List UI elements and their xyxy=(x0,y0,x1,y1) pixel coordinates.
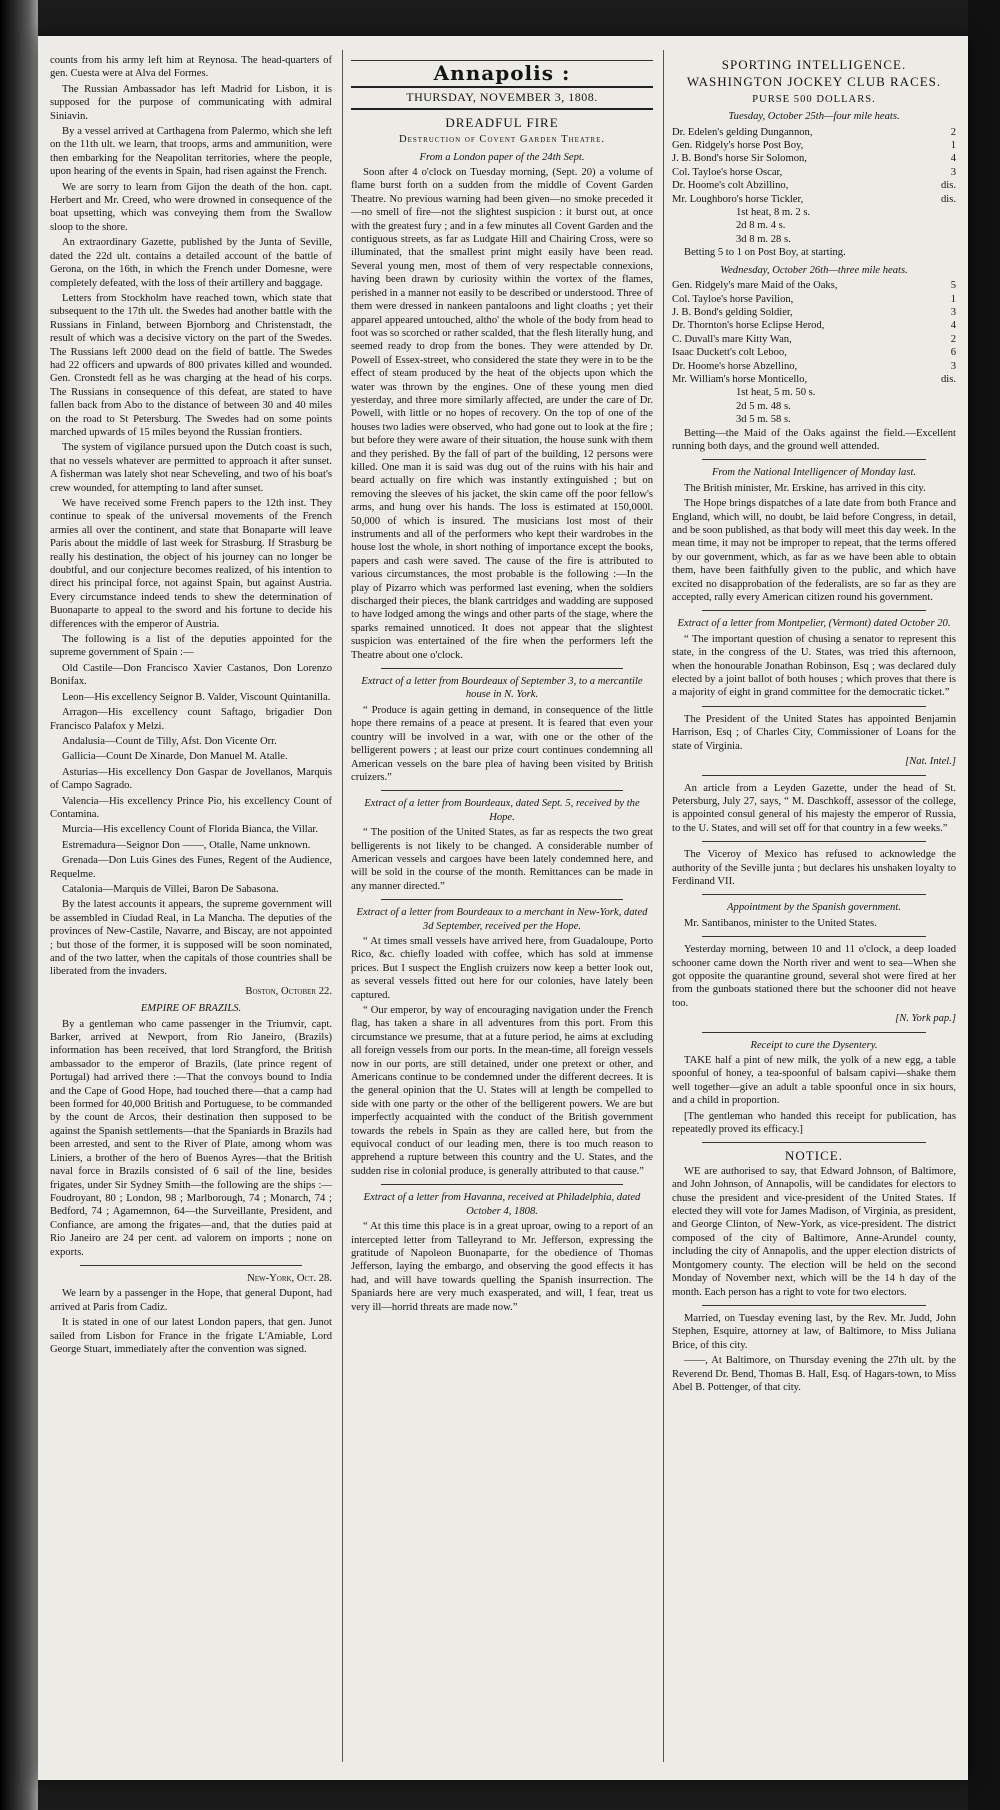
section-heading: From the National Intelligencer of Monday last. xyxy=(711,467,917,479)
paragraph: Married, on Tuesday evening last, by the Rev. Mr. Judd, John Stephen, Esquire, attorney at law, of Baltimore, to Miss Juliana Brice, of this city. xyxy=(672,1312,956,1351)
divider xyxy=(381,668,623,669)
paragraph: counts from his army left him at Reynosa. The head-quarters of gen. Cuesta were at Alva del Formes. xyxy=(50,55,332,80)
race-row: Dr. Hoome's colt Abzillino, dis. xyxy=(672,180,956,192)
deputy-entry: Catalonia—Marquis de Villei, Baron De Sabasona. xyxy=(62,883,279,895)
divider xyxy=(80,1265,302,1266)
paragraph: “ The position of the United States, as far as respects the two great belligerents is not likely to be changed. A considerable number of American vessels and cargoes have been lately condemned here, and will be sold in the course of the month. Remittances can be made in any manner directed.” xyxy=(351,827,653,892)
column-rule xyxy=(342,50,343,1762)
sporting-heading: SPORTING INTELLIGENCE. xyxy=(721,57,907,72)
column-rule xyxy=(663,50,664,1762)
deputy-entry: Old Castile—Don Francisco Xavier Castanos, Don Lorenzo Bonifax. xyxy=(50,662,332,688)
source-note: [N. York pap.] xyxy=(895,1013,956,1025)
paragraph: We learn by a passenger in the Hope, that general Dupont, had arrived at Paris from Cadiz. xyxy=(50,1288,332,1313)
race-day-heading: Wednesday, October 26th—three mile heats. xyxy=(720,264,908,276)
deputy-entry: Leon—His excellency Seignor B. Valder, Viscount Quintanilla. xyxy=(62,691,331,703)
divider xyxy=(702,610,926,611)
paragraph: The system of vigilance pursued upon the Dutch coast is such, that no vessels whatever are permitted to approach it after sunset. A fisherman was lately shot near Scheveling, and two of his boat's crew wounded, for attempting to land after sunset. xyxy=(50,442,332,494)
paragraph: “ The important question of chusing a senator to represent this state, in the congress of the U. States, was tried this afternoon, when the honourable Jonathan Robinson, Esq ; was declared duly elected by a joint ballot of both houses ; which proves that there is a majority of eight in grand committee for the democratic ticket.” xyxy=(672,633,956,699)
deputy-entry: Arragon—His excellency count Saftago, brigadier Don Francisco Palafox y Melzi. xyxy=(50,707,332,732)
fire-subheading: Destruction of Covent Garden Theatre. xyxy=(398,134,606,146)
paragraph: By a vessel arrived at Carthagena from Palermo, which she left on the 11th ult. we learn, that troops, arms and ammunition, were then embarking for the Neapolitan territories, where the people, upon hearing of the events in Spain, had risen against the French. xyxy=(50,126,332,178)
purse-line: PURSE 500 DOLLARS. xyxy=(752,93,876,105)
deputy-entry: Andalusia—Count de Tilly, Afst. Don Vicente Orr. xyxy=(62,735,277,747)
race-row: J. B. Bond's horse Sir Solomon, 4 xyxy=(672,153,956,165)
paragraph: “ At this time this place is in a great uproar, owing to a report of an intercepted letter from Talleyrand to Mr. Jefferson, expressing the gratitude of Napoleon Buonaparte, for the obedience of Thomas Jefferson, laying the embargo, and observing the good effects it has had, and will have towards quelling the Spanish insurrection. The Spaniards here are very much exasperated, and will, I fear, treat us very ill—horrid threats are made now.” xyxy=(351,1221,653,1313)
paragraph: The British minister, Mr. Erskine, has arrived in this city. xyxy=(684,482,926,494)
section-heading: Receipt to cure the Dysentery. xyxy=(750,1039,878,1051)
paragraph: The Hope brings dispatches of a late date from both France and England, which will, no doubt, be laid before Congress, in detail, and be soon published, as that body will meet this day week. In the mean time, it may not be improper to repeat, that the terms offered by our government, which, as far as we have been able to obtain them, have been faithfully given to the public, and which have excited no disapprobation of the federalists, are so far as they are accepted, rally every American citizen round his government. xyxy=(672,498,956,604)
paragraph: The Viceroy of Mexico has refused to acknowledge the authority of the Seville junta ; but declares his unshaken loyalty to Ferdinand VII. xyxy=(672,849,956,887)
divider xyxy=(381,790,623,791)
source-note: [Nat. Intel.] xyxy=(905,756,956,768)
race-row: Isaac Duckett's colt Leboo, 6 xyxy=(672,347,956,359)
paragraph: [The gentleman who handed this receipt for publication, has repeatedly proved its efficacy.] xyxy=(672,1110,956,1136)
race-row: Col. Tayloe's horse Pavilion, 1 xyxy=(672,293,956,305)
divider xyxy=(702,841,926,842)
fire-heading: DREADFUL FIRE xyxy=(445,114,559,130)
paragraph: “ At times small vessels have arrived here, from Guadaloupe, Porto Rico, &c. chiefly loaded with coffee, which has sold at immense prices. But I suspect the English cruizers now keep a better look out, as several vessels fitted out here for our colonies, have lately been captured. xyxy=(351,935,653,1001)
race-row: Gen. Ridgely's horse Post Boy, 1 xyxy=(672,140,956,152)
paragraph: By the latest accounts it appears, the supreme government will be assembled in Ciudad Real, in La Mancha. The deputies of the provinces of New-Castile, Navarre, and Biscay, are not appointed ; but those of the former, it is supposed will be soon nominated, and of the two latter, when the capitals of those countries shall be liberated from the invaders. xyxy=(50,899,332,978)
paragraph: Letters from Stockholm have reached town, which state that subsequent to the 17th ult. the Swedes had another battle with the Russians in Finland, between Bjornborg and Christenstadt, the result of which was a decisive victory on the part of the Swedes. The Russians left 2000 dead on the field of battle. The Swedes had 22 officers and upwards of 800 privates killed and wounded. Gen. Cronstedt fell as he was charging at the head of his corps. The Russians in consequence of this defeat, are stated to have fallen back from Abo to the distance of between 30 and 40 miles on the road to St Petersburg. The Swedes had on some points marched upwards of 15 miles beyond the Russian frontiers. xyxy=(50,292,332,438)
column-middle xyxy=(351,54,653,1316)
deputy-entry: Murcia—His excellency Count of Florida Bianca, the Villar. xyxy=(62,824,319,836)
race-row: Dr. Hoome's horse Abzellino, 3 xyxy=(672,360,956,372)
divider xyxy=(702,1305,926,1306)
paragraph: The following is a list of the deputies appointed for the supreme government of Spain :— xyxy=(50,634,332,659)
race-day-heading: Tuesday, October 25th—four mile heats. xyxy=(728,111,900,123)
race-row: Dr. Edelen's gelding Dungannon, 2 xyxy=(672,126,956,138)
paragraph: An article from a Leyden Gazette, under the head of St. Petersburg, July 27, says, “ M. Daschkoff, assessor of the college, is appointed consul general of his majesty the emperor of Russia, to the U. States, and will set off for that country in a few weeks.” xyxy=(672,782,956,834)
heat-time: 2d 5 m. 48 s. xyxy=(736,400,791,412)
divider xyxy=(702,775,926,776)
paragraph: Yesterday morning, between 10 and 11 o'clock, a deep loaded schooner came down the North river and went to sea—When she got opposite the quarantine ground, several shot were fired at her from the gunboats stationed there but the schooner did not heave too. xyxy=(672,944,956,1009)
extract-heading: Extract of a letter from Havanna, received at Philadelphia, dated October 4, 1808. xyxy=(363,1192,641,1217)
race-results xyxy=(672,126,956,247)
divider xyxy=(702,459,926,460)
race-results xyxy=(672,279,956,426)
extract-heading: Extract of a letter from Bourdeaux, dated Sept. 5, received by the Hope. xyxy=(364,798,640,823)
paragraph: Betting—the Maid of the Oaks against the field.—Excellent running both days, and the ground well attended. xyxy=(672,427,956,452)
race-row: Gen. Ridgely's mare Maid of the Oaks, 5 xyxy=(672,280,956,292)
paragraph: Betting 5 to 1 on Post Boy, at starting. xyxy=(684,247,846,259)
book-binding xyxy=(0,0,38,1810)
heat-time: 1st heat, 5 m. 50 s. xyxy=(736,387,816,399)
newspaper-page xyxy=(38,36,968,1780)
race-row: Mr. Loughboro's horse Tickler, dis. xyxy=(672,193,956,205)
divider xyxy=(702,1032,926,1033)
divider xyxy=(702,1142,926,1143)
paragraph: “ Produce is again getting in demand, in consequence of the little hope there remains of a peace at present. It is feared that even your country will be involved in a war, with one or the other of the belligerent powers ; at least our prize court continues condemning all American vessels on the bare plea of having been visited by British cruizers.” xyxy=(351,704,653,783)
heat-time: 3d 8 m. 28 s. xyxy=(736,233,791,245)
paragraph: ——, At Baltimore, on Thursday evening the 27th ult. by the Reverend Dr. Bend, Thomas B. Hall, Esq. of Hagars-town, to Miss Abel B. Pottenger, of that city. xyxy=(672,1355,956,1393)
paragraph: WE are authorised to say, that Edward Johnson, of Baltimore, and John Johnson, of Annapolis, will be candidates for electors to chuse the president and vice-president of the United States. If elected they will vote for James Madison, of Virginia, as president, and George Clinton, of New-York, as vice-president. The district composed of the city of Baltimore, Anne-Arundel county, including the city of Annapolis, and the upper election districts of Montgomery county. The election will be held on the second Monday of November next, which will be the 14 h day of the month. Each person has a right to vote for two electors. xyxy=(672,1165,956,1298)
heat-time: 2d 8 m. 4 s. xyxy=(736,220,786,232)
heat-time: 1st heat, 8 m. 2 s. xyxy=(736,207,811,219)
divider xyxy=(702,706,926,707)
race-row: J. B. Bond's gelding Soldier, 3 xyxy=(672,306,956,318)
section-heading: Appointment by the Spanish government. xyxy=(727,902,901,914)
paragraph: We are sorry to learn from Gijon the death of the hon. capt. Herbert and Mr. Creed, who were drowned in consequence of the boat upsetting, which was conveying them from the Swallow sloop to the shore. xyxy=(50,181,332,233)
paragraph: Mr. Santibanos, minister to the United States. xyxy=(684,917,877,929)
extract-heading: Extract of a letter from Bourdeaux to a merchant in New-York, dated 3d September, received per the Hope. xyxy=(356,907,648,932)
paragraph: We have received some French papers to the 12th inst. They continue to speak of the universal movements of the French armies all over the continent, and state that Bonaparte will leave Paris about the middle of last week for Strasburg. If Strasburg be really his destination, the object of his journey can no longer be doubtful, and our conjecture becomes realized, of his intention to direct his principal force, not against Spain, but against Austria. Every circumstance indeed tends to shew the determination of Buonaparte to appeal to the sword and his fortune to decide his differences with the emperor of Austria. xyxy=(50,498,332,630)
column-right xyxy=(672,54,956,1396)
deputy-entry: Valencia—His excellency Prince Pio, his excellency Count of Contamina. xyxy=(50,795,332,820)
notice-heading: NOTICE. xyxy=(785,1148,843,1164)
paragraph: By a gentleman who came passenger in the Triumvir, capt. Barker, arrived at Newport, from Rio Janeiro, (Brazils) information has been received, that lord Strangford, the British ambassador to the emperor of Brazils, (late prince regent of Portugal) had arrived there :—That the convoys bound to India and the Cape of Good Hope, had touched there—that a camp had been formed for 40,000 British and Portuguese, to be commanded by the count de Arcos, their destination then supposed to be against the Spanish settlements—that the Spaniards in Brazils had been arrested, and sent to the River of Plate, among whom was Liniers, a brother of the hero of Buenos Ayres—that the British naval force in Brazils consisted of 6 sail of the line, besides frigates, under Sir Sydney Smith—the following are the ships :—Foudroyant, 80 ; London, 98 ; Marlborough, 74 ; Monarch, 74 ; Bedford, 74 ; Agamemnon, 64—the Surveillante, President, and Confiance, are among the frigates—and, that the duties paid at Rio Janeiro are 24 per cent. ad valorem on imports ; none on exports. xyxy=(50,1018,332,1258)
deputy-entry: Asturias—His excellency Don Gaspar de Jovellanos, Marquis of Campo Sagrado. xyxy=(50,766,332,792)
boston-dateline: Boston, October 22. xyxy=(245,985,332,997)
divider xyxy=(381,1184,623,1185)
fire-source: From a London paper of the 24th Sept. xyxy=(419,151,585,163)
race-row: Dr. Thornton's horse Eclipse Herod, 4 xyxy=(672,320,956,332)
race-row: Mr. William's horse Monticello, dis. xyxy=(672,373,956,385)
column-left xyxy=(50,54,332,1358)
paragraph: The Russian Ambassador has left Madrid for Lisbon, it is supposed for the purpose of communicating with admiral Siniavin. xyxy=(50,83,332,122)
deputy-entry: Gallicia—Count De Xinarde, Don Manuel M. Atalle. xyxy=(62,751,288,763)
jockey-club-heading: WASHINGTON JOCKEY CLUB RACES. xyxy=(686,74,942,90)
paragraph: The President of the United States has appointed Benjamin Harrison, Esq ; of Charles City, Commissioner of Loans for the state of Virginia. xyxy=(672,713,956,752)
paragraph: An extraordinary Gazette, published by the Junta of Seville, dated the 22d ult. contains a detailed account of the battle of Gerona, on the 16th, in which the French under Domesne, were completely defeated, with the loss of their artillery and baggage. xyxy=(50,237,332,289)
newyork-dateline: New-York, Oct. 28. xyxy=(247,1272,332,1284)
deputy-entry: Estremadura—Seignor Don ——, Otalle, Name unknown. xyxy=(62,839,311,851)
divider xyxy=(381,899,623,900)
brazils-heading: EMPIRE OF BRAZILS. xyxy=(140,1003,242,1015)
masthead: Annapolis : xyxy=(433,61,571,85)
heat-time: 3d 5 m. 58 s. xyxy=(736,414,791,426)
paragraph: “ Our emperor, by way of encouraging navigation under the French flag, has taken a share in all adventures from this port. From this circumstance we presume, that at a future period, he aims at excluding all foreign vessels from our ports. In the mean-time, all foreign vessels now in our ports, are still detained, under one pretext or other, and Americans continue to be condemned under the different decrees. It is the general opinion that the U. States will at length be compelled to side with one party or the other of the belligerent powers. We are but imperfectly acquainted with the conduct of the British government towards the rebels in Spain as they are called here, but from the equivocal conduct of our leading men, there is too much reason to apprehend a rupture between this country and the U. States, and the sudden rise in colonial produce, is generally attributed to that cause.” xyxy=(351,1005,653,1177)
race-row: C. Duvall's mare Kitty Wan, 2 xyxy=(672,333,956,345)
paragraph: It is stated in one of our latest London papers, that gen. Junot sailed from Lisbon for France in the frigate L'Amiable, Lord George Stuart, immediately after the convention was signed. xyxy=(50,1317,332,1355)
section-heading: Extract of a letter from Montpelier, (Vermont) dated October 20. xyxy=(677,618,951,630)
page-edge xyxy=(968,0,1000,1810)
race-row: Col. Tayloe's horse Oscar, 3 xyxy=(672,166,956,178)
divider xyxy=(702,936,926,937)
deputy-entry: Grenada—Don Luis Gines des Funes, Regent of the Audience, Requelme. xyxy=(50,855,332,880)
divider xyxy=(702,894,926,895)
issue-date: THURSDAY, NOVEMBER 3, 1808. xyxy=(351,86,653,109)
paragraph: Soon after 4 o'clock on Tuesday morning, (Sept. 20) a volume of flame burst forth on a sudden from the middle of Covent Garden Theatre. No previous warning had been given—no smoke preceded it—no smell of fire—not the slightest suspicion : it burst out, at once with the greatest fury ; and in a few minutes all Covent Garden and the contiguous streets, as far as Ludgate Hill and Chairing Cross, were so illuminated, that the smallest print might easily have been read. Several young men, most of them of very respectable connexions, having been drawn by curiosity within the vortex of the flames, perished in a manner not easily to be described or understood. Three of them were dressed in nankeen pantaloons and light cloaths ; yet their apparel appeared untouched, altho' the whole of the body from head to foot was so scorched or rather scalded, that the flesh literally hung, and seemed ready to drop from the bones. They were attended by Dr. Powell of Essex-street, who considered the state they were in to be the effect of steam produced by the heat of the objects upon which the water was thrown by the engines. One of these young men died yesterday, and three more similarly affected, are under the care of Dr. Powell, with little or no hopes of recovery. On the top of one of the houses two ladies were observed, who had gone out to look at the fire ; but before they were aware of their situation, the house sunk with them and they perished. By the fall of part of the building, 12 persons were killed. One man it is said was dug out of the ruins with his hair and beard actually on fire which was instantly extinguished ; but on removing the sleeves of his jacket, the skin came off the poor fellow's arms, and hung over his hands. The loss is estimated at 150,000l. 50,000 of which is insured. The musicians lost most of their instruments and all of the performers who kept their wardrobes in the house lost the whole, in short nothing of importance except the books, papers and cash were saved. The cause of the fire is attributed to various circumstances, the most probable is the following :—In the play of Pizarro which was performed last evening, when the soldiers discharged their pieces, the blank cartridges and wadding are supposed to have lodged among the wings and other parts of the stage, where the sparks remained unnoticed. It does not appear that the slightest suspicion was entertained of the fire when the performers left the Theatre about one o'clock. xyxy=(351,167,653,661)
paragraph: TAKE half a pint of new milk, the yolk of a new egg, a table spoonful of honey, a tea-spoonful of balsam capivi—shake them well together—give an adult a table spoonful once in six hours, and a child in proportion. xyxy=(672,1055,956,1107)
extract-heading: Extract of a letter from Bourdeaux of September 3, to a mercantile house in N. York. xyxy=(361,676,643,701)
